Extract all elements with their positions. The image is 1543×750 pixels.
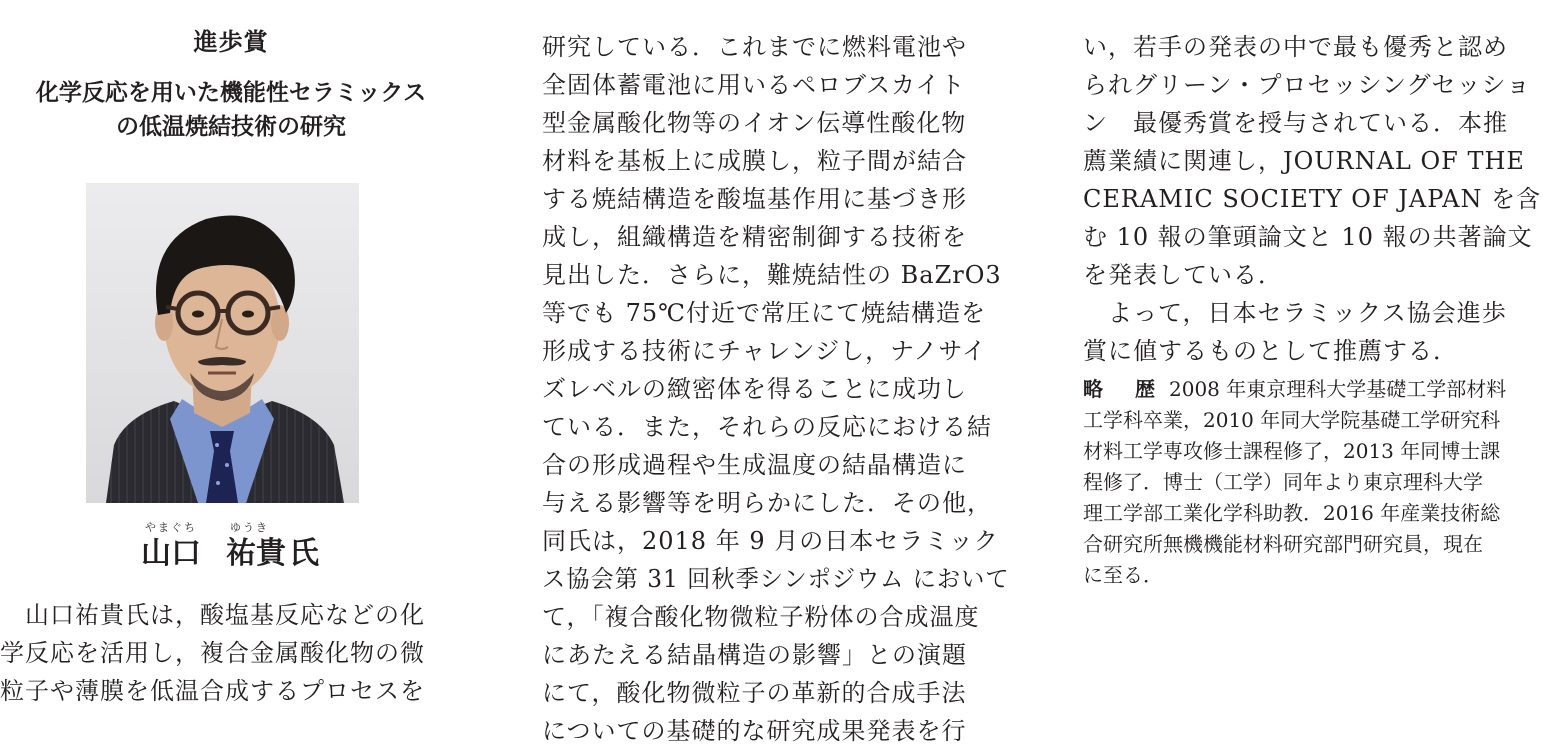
text-line: 型金属酸化物等のイオン伝導性酸化物 [542, 109, 967, 137]
text-line: 成し，組織構造を精密制御する技術を [542, 223, 967, 251]
text-line: 形成する技術にチャレンジし，ナノサイ [542, 337, 987, 365]
history-line: 理工学部工業化学科助教．2016 年産業技術総 [1083, 501, 1501, 525]
text-line: て，「複合酸化物微粒子粉体の合成温度 [542, 603, 980, 631]
text-line: 薦業績に関連し，JOURNAL OF THE [1083, 147, 1525, 175]
text-line: にあたえる結晶構造の影響」との演題 [542, 641, 967, 669]
history-line [1083, 374, 1506, 405]
family-name-ruby: やまぐち [145, 521, 197, 534]
history-line: に至る． [1083, 563, 1163, 587]
text-line: 同氏は，2018 年 9 月の日本セラミック [542, 527, 999, 555]
given-name: 祐貴 [226, 536, 286, 571]
research-title [0, 76, 462, 144]
given-name-ruby: ゆうき [230, 521, 269, 534]
text-line: 与える影響等を明らかにした．その他， [542, 489, 992, 517]
history-line: 合研究所無機機能材料研究部門研究員，現在 [1083, 532, 1483, 556]
recipient-name [0, 521, 462, 577]
award-name: 進歩賞 [193, 28, 269, 56]
text-line: 材料を基板上に成膜し，粒子間が結合 [542, 147, 967, 175]
history-line: 工学科卒業，2010 年同大学院基礎工学研究科 [1083, 408, 1501, 432]
text-line: ている．また，それらの反応における結 [542, 413, 992, 441]
text-line: 粒子や薄膜を低温合成するプロセスを [0, 677, 425, 705]
citation-text-column-1 [0, 596, 425, 710]
text-line: 研究している．これまでに燃料電池や [542, 33, 967, 61]
text-line: にて，酸化物微粒子の革新的合成手法 [542, 679, 967, 707]
recipient-portrait-photo [86, 183, 359, 503]
citation-text-column-3 [1083, 28, 1541, 370]
research-title-line: の低温焼結技術の研究 [116, 114, 346, 140]
text-line: よって，日本セラミックス協会進歩 [1083, 299, 1507, 327]
family-name: 山口 [141, 536, 201, 571]
text-line: ズレベルの緻密体を得ることに成功し [542, 375, 967, 403]
history-line: 程修了．博士（工学）同年より東京理科大学 [1083, 470, 1483, 494]
text-line: を発表している． [1083, 261, 1283, 289]
text-line: 合の形成過程や生成温度の結晶構造に [542, 451, 967, 479]
honorific: 氏 [289, 536, 319, 571]
research-title-line: 化学反応を用いた機能性セラミックス [35, 80, 427, 106]
text-line: 全固体蓄電池に用いるペロブスカイト [542, 71, 966, 99]
text-line: 見出した．さらに，難焼結性の BaZrO3 [542, 261, 1002, 289]
text-line: についての基礎的な研究成果発表を行 [542, 717, 967, 745]
career-history [1083, 374, 1506, 591]
citation-text-column-2 [542, 28, 1025, 750]
text-line: する焼結構造を酸塩基作用に基づき形 [542, 185, 967, 213]
history-text: 2008 年東京理科大学基礎工学部材料 [1169, 377, 1507, 401]
text-line: 学反応を活用し，複合金属酸化物の微 [0, 639, 425, 667]
text-line: ン 最優秀賞を授与されている．本推 [1083, 109, 1508, 137]
text-line: ス協会第 31 回秋季シンポジウム において [542, 565, 1010, 593]
history-line: 材料工学専攻修士課程修了，2013 年同博士課 [1083, 439, 1501, 463]
text-line: 等でも 75℃付近で常圧にて焼結構造を [542, 299, 987, 327]
text-line: 山口祐貴氏は，酸塩基反応などの化 [0, 601, 425, 629]
text-line: 賞に値するものとして推薦する． [1083, 337, 1458, 365]
text-line: CERAMIC SOCIETY OF JAPAN を含 [1083, 185, 1542, 213]
history-label: 略 歴 [1083, 377, 1161, 401]
text-line: む 10 報の筆頭論文と 10 報の共著論文 [1083, 223, 1533, 251]
text-line: い，若手の発表の中で最も優秀と認め [1083, 33, 1508, 61]
text-line: られグリーン・プロセッシングセッショ [1083, 71, 1531, 99]
